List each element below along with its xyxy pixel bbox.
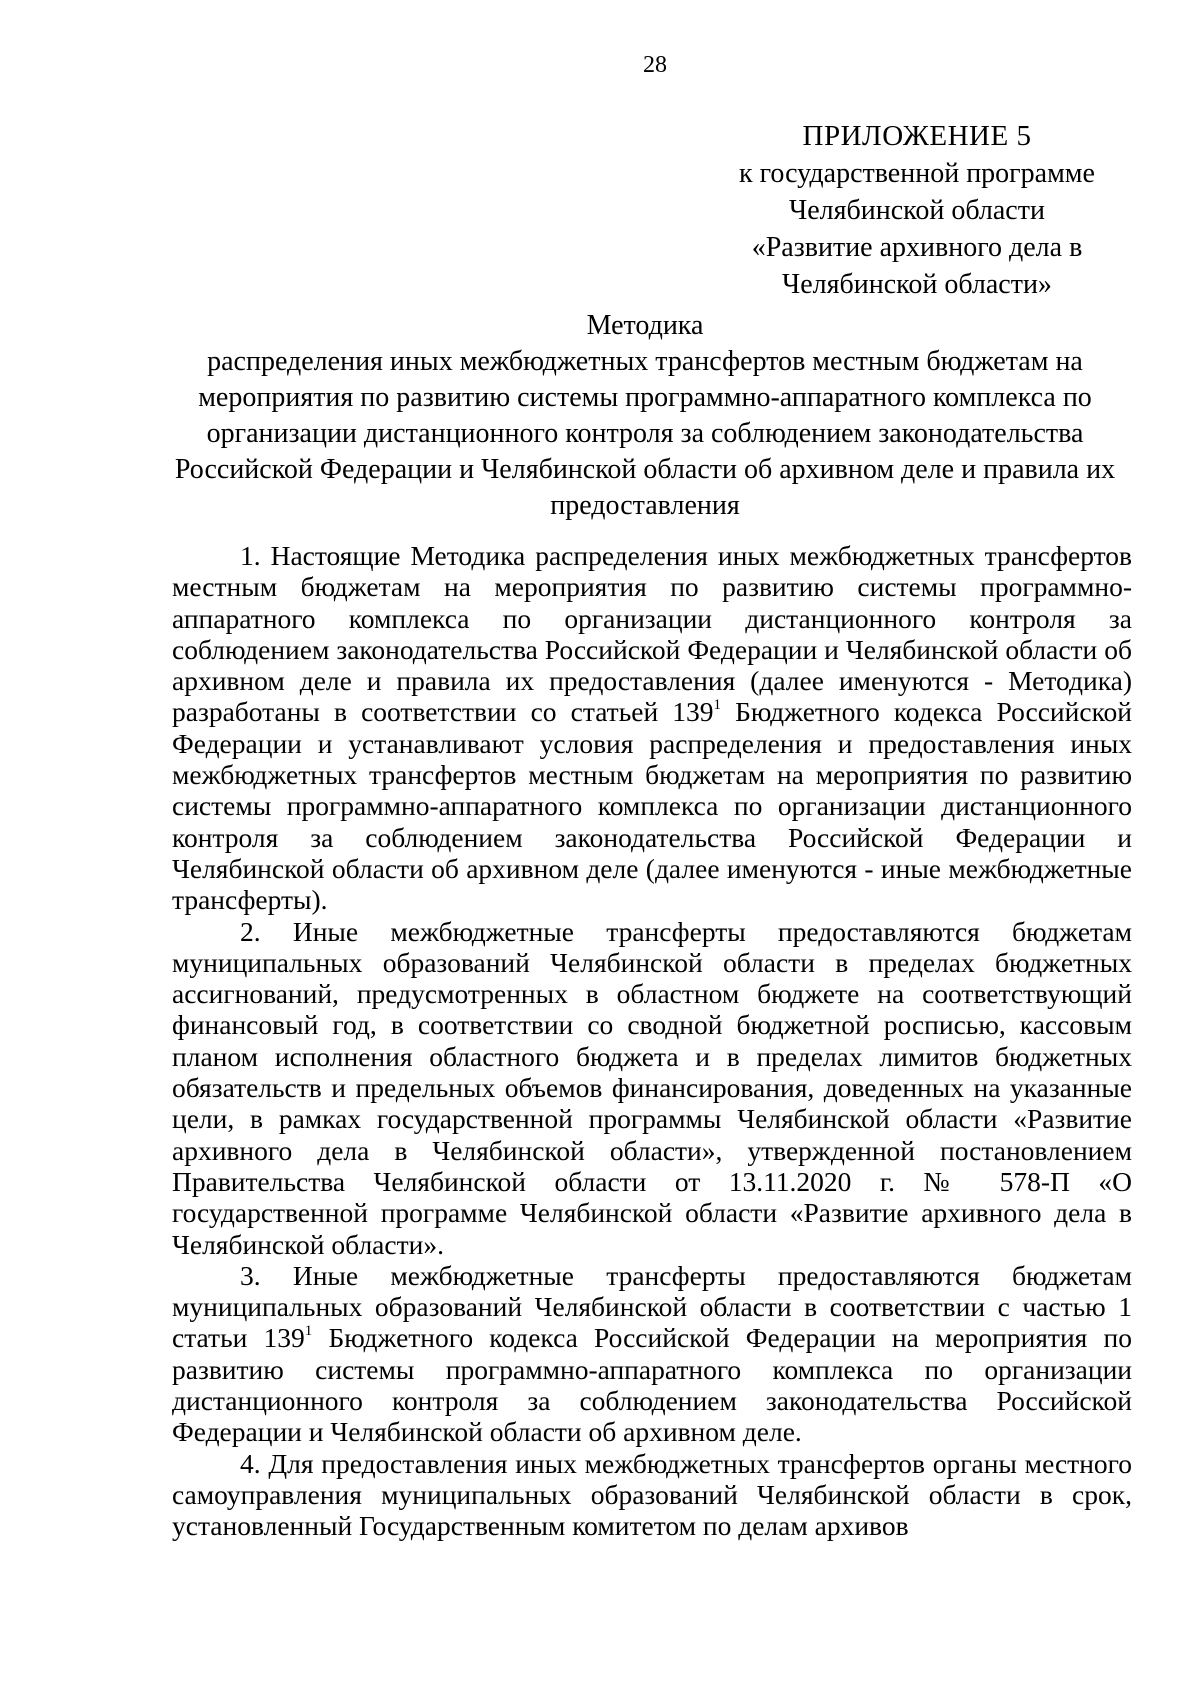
annex-line-2: Челябинской области	[789, 195, 1045, 226]
paragraph-4: 4. Для предоставления иных межбюджетных трансфертов органы местного самоуправления муниципальных образований Челябинской области в срок, установленный Государственным комитетом по делам архивов	[172, 1447, 1132, 1542]
document-title-block	[160, 308, 1130, 524]
annex-line-4: Челябинской области»	[782, 269, 1052, 300]
annex-line-3: «Развитие архивного дела в	[751, 232, 1083, 263]
paragraph-1-text-b: Бюджетного кодекса Российской Федерации и устанавливают условия распределения и предоставления иных межбюджетных трансфертов местным бюджетам на мероприятия по развитию системы программно-аппаратного комплекса по организации дистанционного контроля за соблюдением законодательства Российской Федерации и Челябинской области об архивном деле (далее именуются - иные межбюджетные трансферты).	[172, 696, 1133, 916]
paragraph-1-superscript: 1	[713, 697, 722, 714]
paragraph-3-text-a: 3. Иные межбюджетные трансферты предоставляются бюджетам муниципальных образований Челябинской области в соответствии с частью 1 статьи 139	[172, 1259, 1132, 1354]
paragraph-3	[172, 1260, 1132, 1448]
paragraph-3-text-b: Бюджетного кодекса Российской Федерации на мероприятия по развитию системы программно-аппаратного комплекса по организации дистанционного контроля за соблюдением законодательства Российской Федерации и Челябинской области об архивном деле.	[172, 1322, 1132, 1448]
paragraph-2: 2. Иные межбюджетные трансферты предоставляются бюджетам муниципальных образований Челябинской области в пределах бюджетных ассигнований, предусмотренных в областном бюджете на соответствующий финансовый год, в соответствии со сводной бюджетной росписью, кассовым планом исполнения областного бюджета и в пределах лимитов бюджетных обязательств и предельных объемов финансирования, доведенных на указанные цели, в рамках государственной программы Челябинской области «Развитие архивного дела в Челябинской области», утвержденной постановлением Правительства Челябинской области от 13.11.2020 г. № 578-П «О государственной программе Челябинской области «Развитие архивного дела в Челябинской области».	[172, 915, 1132, 1260]
paragraph-3-superscript: 1	[304, 1323, 313, 1340]
document-heading: Методика	[586, 310, 704, 341]
annex-line-1: к государственной программе	[739, 158, 1095, 189]
page-number: 28	[643, 52, 667, 78]
paragraph-1	[172, 540, 1132, 916]
annex-label: ПРИЛОЖЕНИЕ 5	[802, 120, 1032, 152]
paragraph-1-text-a: 1. Настоящие Методика распределения иных межбюджетных трансфертов местным бюджетам на мероприятия по развитию системы программно-аппаратного комплекса по организации дистанционного контроля за соблюдением законодательства Российской Федерации и Челябинской области об архивном деле и правила их предоставления (далее именуются - Методика) разработаны в соответствии со статьей 139	[172, 540, 1132, 728]
annex-header	[702, 118, 1132, 303]
document-body	[172, 540, 1132, 1542]
document-subtitle: распределения иных межбюджетных трансфертов местным бюджетам на мероприятия по развитию системы программно-аппаратного комплекса по организации дистанционного контроля за соблюдением законодательства Российской Федерации и Челябинской области об архивном деле и правила их предоставления	[174, 346, 1116, 521]
